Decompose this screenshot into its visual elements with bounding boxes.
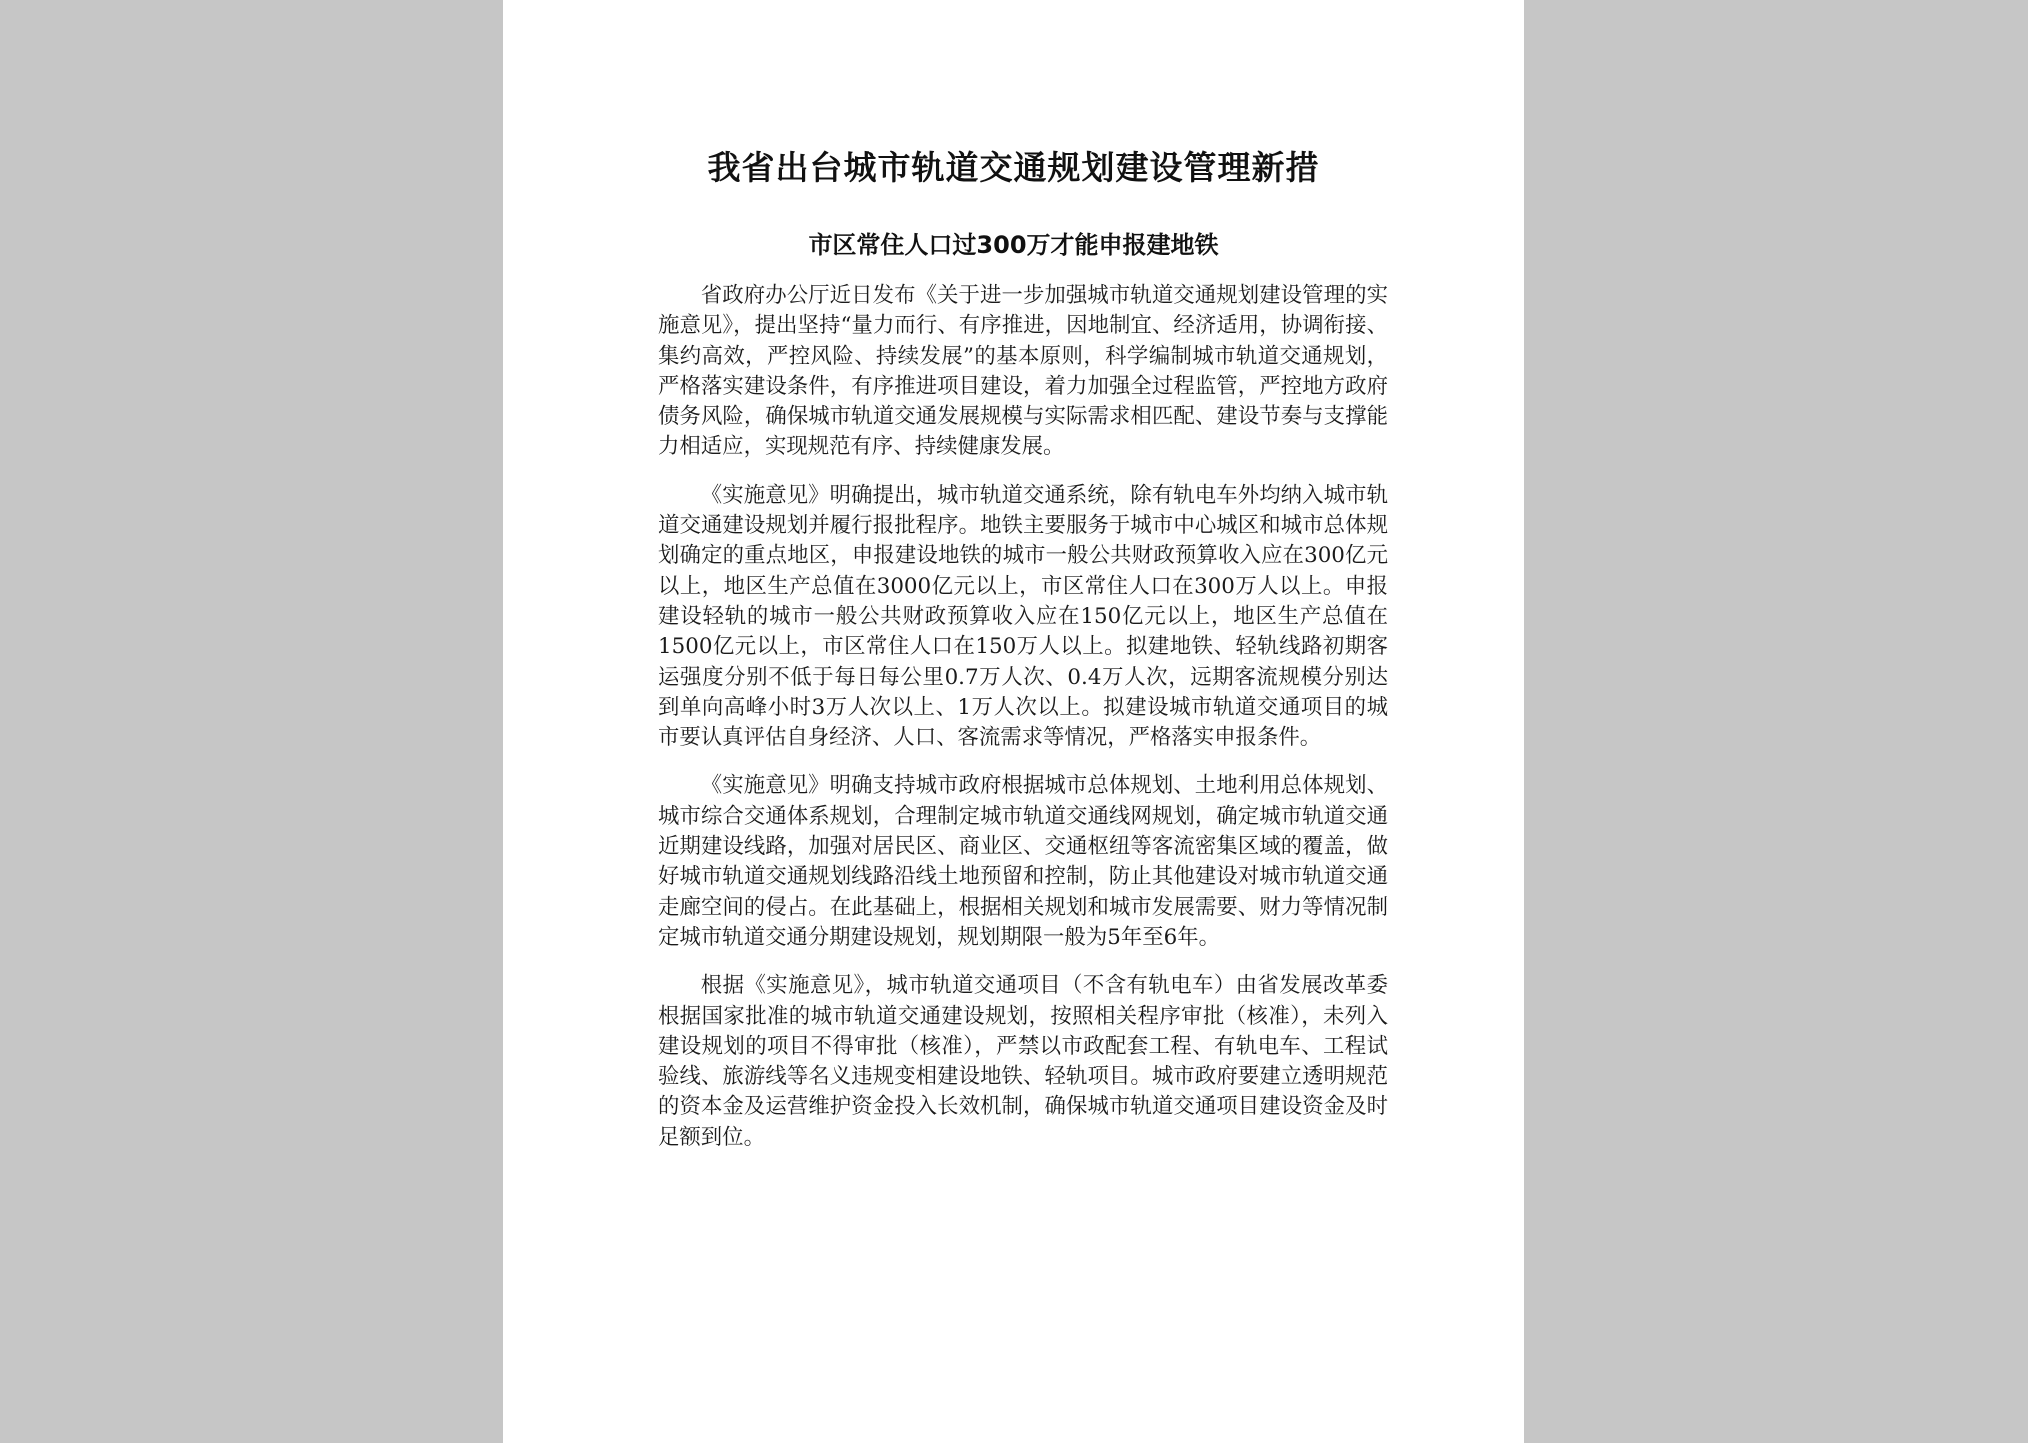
- paragraph-3: 《实施意见》明确支持城市政府根据城市总体规划、土地利用总体规划、城市综合交通体系规划，合理制定城市轨道交通线网规划，确定城市轨道交通近期建设线路，加强对居民区、商业区、交通枢纽等客流密集区域的覆盖，做好城市轨道交通规划线路沿线土地预留和控制，防止其他建设对城市轨道交通走廊空间的侵占。在此基础上，根据相关规划和城市发展需要、财力等情况制定城市轨道交通分期建设规划，规划期限一般为5年至6年。: [658, 773, 1388, 950]
- document-body: [658, 281, 1388, 1171]
- paragraph-4: 根据《实施意见》，城市轨道交通项目（不含有轨电车）由省发展改革委根据国家批准的城市轨道交通建设规划，按照相关程序审批（核准），未列入建设规划的项目不得审批（核准），严禁以市政配套工程、有轨电车、工程试验线、旅游线等名义违规变相建设地铁、轻轨项目。城市政府要建立透明规范的资本金及运营维护资金投入长效机制，确保城市轨道交通项目建设资金及时足额到位。: [658, 973, 1388, 1150]
- document-subtitle: 市区常住人口过300万才能申报建地铁: [808, 231, 1219, 259]
- paragraph-1: 省政府办公厅近日发布《关于进一步加强城市轨道交通规划建设管理的实施意见》，提出坚持“量力而行、有序推进，因地制宜、经济适用，协调衔接、集约高效，严控风险、持续发展”的基本原则，科学编制城市轨道交通规划，严格落实建设条件，有序推进项目建设，着力加强全过程监管，严控地方政府债务风险，确保城市轨道交通发展规模与实际需求相匹配、建设节奏与支撑能力相适应，实现规范有序、持续健康发展。: [658, 283, 1388, 460]
- document-title: 我省出台城市轨道交通规划建设管理新措: [707, 148, 1320, 187]
- paragraph-2: 《实施意见》明确提出，城市轨道交通系统，除有轨电车外均纳入城市轨道交通建设规划并履行报批程序。地铁主要服务于城市中心城区和城市总体规划确定的重点地区，申报建设地铁的城市一般公共财政预算收入应在300亿元以上，地区生产总值在3000亿元以上，市区常住人口在300万人以上。申报建设轻轨的城市一般公共财政预算收入应在150亿元以上，地区生产总值在1500亿元以上，市区常住人口在150万人以上。拟建地铁、轻轨线路初期客运强度分别不低于每日每公里0.7万人次、0.4万人次，远期客流规模分别达到单向高峰小时3万人次以上、1万人次以上。拟建设城市轨道交通项目的城市要认真评估自身经济、人口、客流需求等情况，严格落实申报条件。: [658, 482, 1388, 751]
- document-page: [503, 0, 1524, 1443]
